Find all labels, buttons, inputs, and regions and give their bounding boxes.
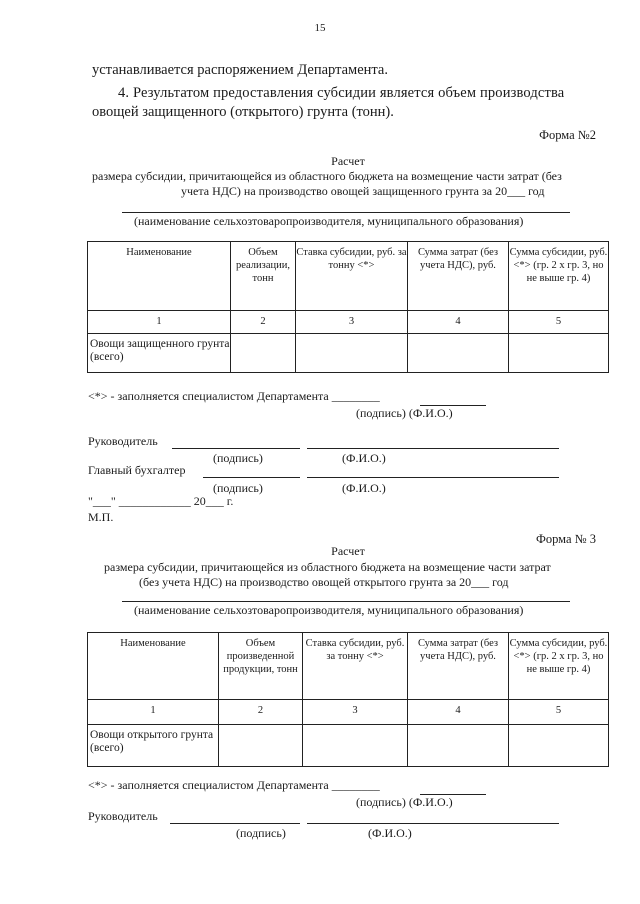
form2-accountant-label: Главный бухгалтер (88, 463, 186, 477)
form2-col-number: 1 (88, 311, 231, 334)
form2-name-line (122, 212, 570, 213)
form2-cell-subsidy[interactable] (509, 334, 609, 373)
form3-head-fio-caption: (Ф.И.О.) (368, 826, 412, 840)
form3-name-caption: (наименование сельхозтоваропроизводителя, муниципального образования) (134, 603, 524, 617)
form2-accountant-sign-caption: (подпись) (213, 481, 263, 495)
form2-subtitle-line-1: размера субсидии, причитающейся из областного бюджета на возмещение части затрат (без (92, 169, 562, 183)
form2-head-sign-line[interactable] (172, 448, 300, 449)
form2-name-caption: (наименование сельхозтоваропроизводителя, муниципального образования) (134, 214, 524, 228)
form3-head-sign-caption: (подпись) (236, 826, 286, 840)
form3-head-label: Руководитель (88, 809, 158, 823)
paragraph-4-line-2: овощей защищенного (открытого) грунта (тонн). (92, 104, 394, 120)
form2-data-row (88, 334, 609, 373)
form2-header-name: Наименование (88, 242, 231, 311)
form3-name-line (122, 601, 570, 602)
form2-title: Расчет (331, 154, 365, 168)
form2-col-number: 5 (509, 311, 609, 334)
form2-header-subsidy: Сумма субсидии, руб. <*> (гр. 2 х гр. 3, но не выше гр. 4) (509, 242, 609, 311)
form3-cell-rate[interactable] (303, 725, 408, 767)
form2-cell-rate[interactable] (296, 334, 408, 373)
form3-head-fio-line[interactable] (307, 823, 559, 824)
form2-head-sign-caption: (подпись) (213, 451, 263, 465)
form3-col-number: 4 (408, 700, 509, 725)
form2-head-label: Руководитель (88, 434, 158, 448)
form3-footnote-caption: (подпись) (Ф.И.О.) (356, 795, 453, 809)
form2-date-line: "___" ____________ 20___ г. (88, 494, 234, 508)
form2-table (87, 241, 609, 373)
form2-row-label: Овощи защищенного грунта (всего) (88, 334, 231, 373)
form2-accountant-fio-line[interactable] (307, 477, 559, 478)
form3-data-row (88, 725, 609, 767)
form2-cell-volume[interactable] (231, 334, 296, 373)
form3-cell-subsidy[interactable] (509, 725, 609, 767)
form2-header-row (88, 242, 609, 311)
form3-row-label: Овощи открытого грунта (всего) (88, 725, 219, 767)
paragraph-continuation: устанавливается распоряжением Департамента. (92, 62, 388, 78)
form2-col-number: 4 (408, 311, 509, 334)
form2-accountant-fio-caption: (Ф.И.О.) (342, 481, 386, 495)
form2-col-number: 2 (231, 311, 296, 334)
page-number: 15 (314, 22, 326, 34)
form3-header-name: Наименование (88, 633, 219, 700)
form3-label: Форма № 3 (536, 532, 596, 546)
form3-number-row (88, 700, 609, 725)
form2-cell-costs[interactable] (408, 334, 509, 373)
form3-cell-volume[interactable] (219, 725, 303, 767)
form2-header-volume: Объем реализации, тонн (231, 242, 296, 311)
form3-header-rate: Ставка субсидии, руб. за тонну <*> (303, 633, 408, 700)
form3-header-subsidy: Сумма субсидии, руб. <*> (гр. 2 х гр. 3, но не выше гр. 4) (509, 633, 609, 700)
form2-stamp: М.П. (88, 510, 114, 524)
form2-subtitle-line-2: учета НДС) на производство овощей защищенного грунта за 20___ год (181, 184, 545, 198)
form2-head-fio-line[interactable] (307, 448, 559, 449)
form3-col-number: 1 (88, 700, 219, 725)
form2-header-costs: Сумма затрат (без учета НДС), руб. (408, 242, 509, 311)
form3-title: Расчет (331, 544, 365, 558)
form2-number-row (88, 311, 609, 334)
form3-header-row (88, 633, 609, 700)
form3-header-costs: Сумма затрат (без учета НДС), руб. (408, 633, 509, 700)
form3-col-number: 5 (509, 700, 609, 725)
form3-header-volume: Объем произведенной продукции, тонн (219, 633, 303, 700)
form3-subtitle-line-2: (без учета НДС) на производство овощей открытого грунта за 20___ год (139, 575, 509, 589)
form3-col-number: 3 (303, 700, 408, 725)
form2-head-fio-caption: (Ф.И.О.) (342, 451, 386, 465)
form2-accountant-sign-line[interactable] (203, 477, 300, 478)
form3-cell-costs[interactable] (408, 725, 509, 767)
form2-col-number: 3 (296, 311, 408, 334)
form2-footnote-caption: (подпись) (Ф.И.О.) (356, 406, 453, 420)
form3-table (87, 632, 609, 767)
form3-subtitle-line-1: размера субсидии, причитающейся из областного бюджета на возмещение части затрат (104, 560, 551, 574)
form2-label: Форма №2 (539, 128, 596, 142)
form2-header-rate: Ставка субсидии, руб. за тонну <*> (296, 242, 408, 311)
form2-footnote: <*> - заполняется специалистом Департамента ________ (88, 389, 380, 403)
paragraph-4-line-1: 4. Результатом предоставления субсидии является объем производства (118, 85, 565, 101)
form3-head-sign-line[interactable] (170, 823, 300, 824)
form3-footnote: <*> - заполняется специалистом Департамента ________ (88, 778, 380, 792)
form3-col-number: 2 (219, 700, 303, 725)
